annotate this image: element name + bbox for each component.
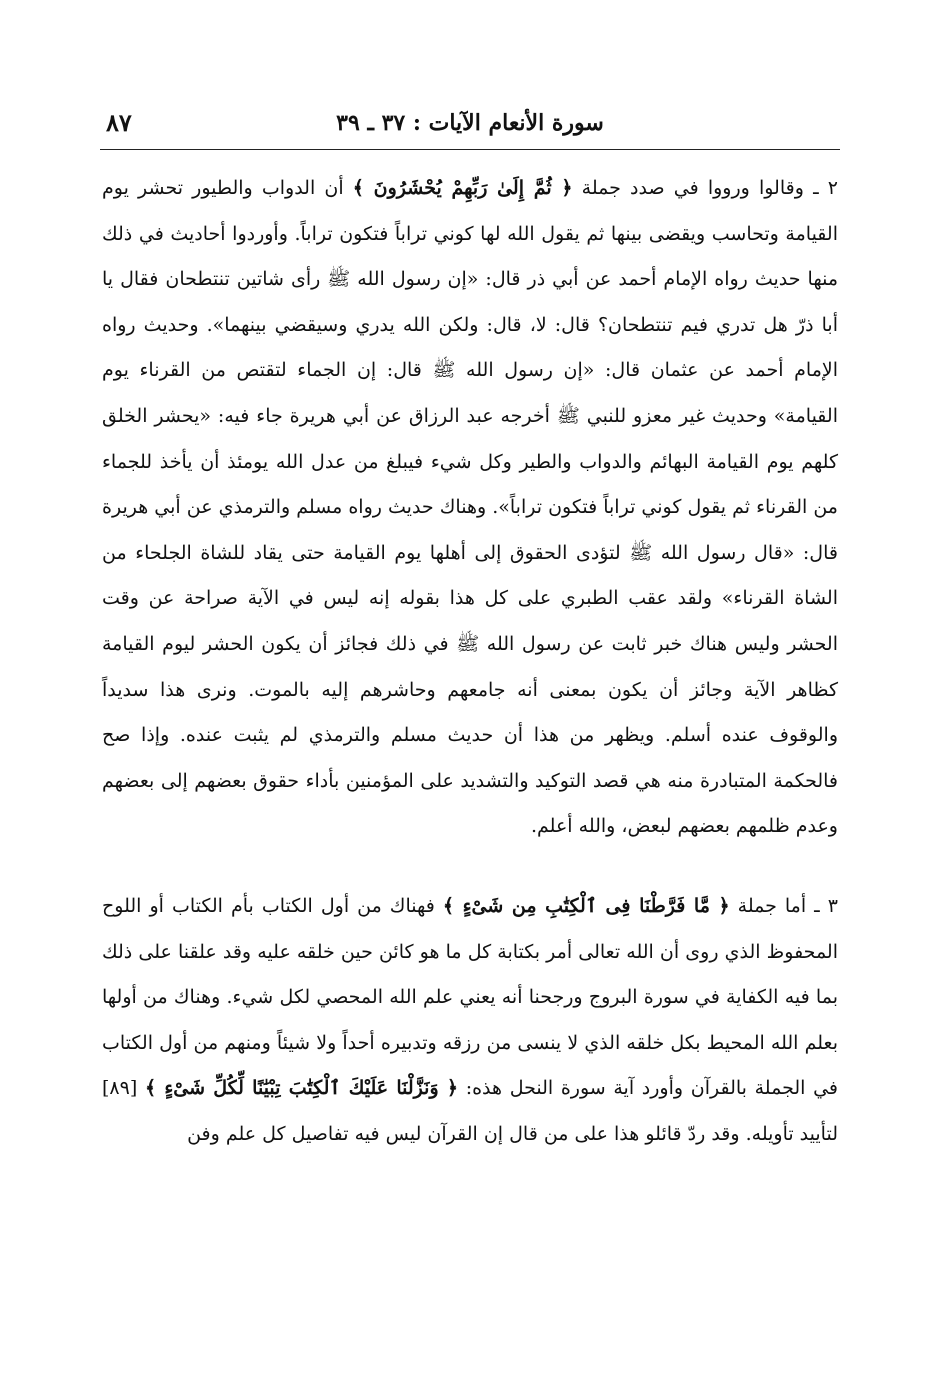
verse-reference: [٨٩] xyxy=(102,1077,145,1100)
header-divider xyxy=(100,149,840,150)
running-header xyxy=(100,104,840,146)
paragraph-3 xyxy=(102,884,838,1158)
paragraph-text: لتأييد تأويله. وقد ردّ قائلو هذا على من قال إن القرآن ليس فيه تفاصيل كل علم وفن xyxy=(187,1122,838,1145)
quran-quote: ﴿ وَنَزَّلْنَا عَلَيْكَ ٱلْكِتَٰبَ تِبْيَٰنًا لِّكُلِّ شَىْءٍ ﴾ xyxy=(144,1077,459,1100)
body-text xyxy=(102,166,838,1157)
quran-quote: ﴿ مَّا فَرَّطْنَا فِى ٱلْكِتَٰبِ مِن شَىْءٍ ﴾ xyxy=(442,894,730,917)
paragraph-text: أما جملة xyxy=(729,894,807,917)
paragraph-text: فهناك من أول الكتاب بأم الكتاب أو اللوح المحفوظ الذي روى أن الله تعالى أمر بكتابة كل ما هو كائن حين خلقه عليه وقد علقنا على ذلك بما فيه الكفاية في سورة البروج ورجحنا أنه يعني علم الله المحصي لكل شيء. وهناك من أولها بعلم الله المحيط بكل خلقه الذي لا ينسى من رزقه وتدبيره أحداً ولا شيئاً ومنهم من أول الكتاب في الجملة بالقرآن وأورد آية سورة النحل هذه: xyxy=(102,894,838,1100)
paragraph-number: ٣ ـ xyxy=(814,894,838,917)
paragraph-text: أن الدواب والطيور تحشر يوم القيامة وتحاسب ويقضى بينها ثم يقول الله لها كوني تراباً فتكون تراباً. وأوردوا أحاديث في ذلك منها حديث رواه الإمام أحمد عن أبي ذر قال: «إن رسول الله ﷺ رأى شاتين تنتطحان فقال يا أبا ذرّ هل تدري فيم تنتطحان؟ قال: لا، قال: ولكن الله يدري وسيقضي بينهما». وحديث رواه الإمام أحمد عن عثمان قال: «إن رسول الله ﷺ قال: إن الجماء لتقتص من القرناء يوم القيامة» وحديث غير معزو للنبي ﷺ أخرجه عبد الرزاق عن أبي هريرة جاء فيه: «يحشر الخلق كلهم يوم القيامة البهائم والدواب والطير وكل شيء فيبلغ من عدل الله يومئذ أن يأخذ للجماء من القرناء ثم يقول كوني تراباً فتكون تراباً». وهناك حديث رواه مسلم والترمذي عن أبي هريرة قال: «قال رسول الله ﷺ لتؤدى الحقوق إلى أهلها يوم القيامة حتى يقاد للشاة الجلحاء من الشاة القرناء» ولقد عقب الطبري على كل هذا بقوله إنه ليس في الآية صراحة عن وقت الحشر وليس هناك خبر ثابت عن رسول الله ﷺ في ذلك فجائز أن يكون الحشر ليوم القيامة كظاهر الآية وجائز أن يكون بمعنى أنه جامعهم وحاشرهم إليه بالموت. ونرى هذا سديداً والوقوف عنده أسلم. ويظهر من هذا أن حديث مسلم والترمذي لم يثبت عنده. وإذا صح فالحكمة المتبادرة منه هي قصد التوكيد والتشديد على المؤمنين بأداء حقوق بعضهم إلى بعضهم وعدم ظلمهم بعضهم لبعض، والله أعلم. xyxy=(102,177,838,838)
page-number: ٨٧ xyxy=(106,108,132,137)
paragraph-number: ٢ ـ xyxy=(813,177,839,199)
paragraph-text: وقالوا ورووا في صدد جملة xyxy=(572,177,804,199)
quran-quote: ﴿ ثُمَّ إِلَىٰ رَبِّهِمْ يُحْشَرُونَ ﴾ xyxy=(352,177,573,199)
page-title: سورة الأنعام الآيات : ٣٧ ـ ٣٩ xyxy=(336,110,604,136)
paragraph-2 xyxy=(102,166,838,850)
